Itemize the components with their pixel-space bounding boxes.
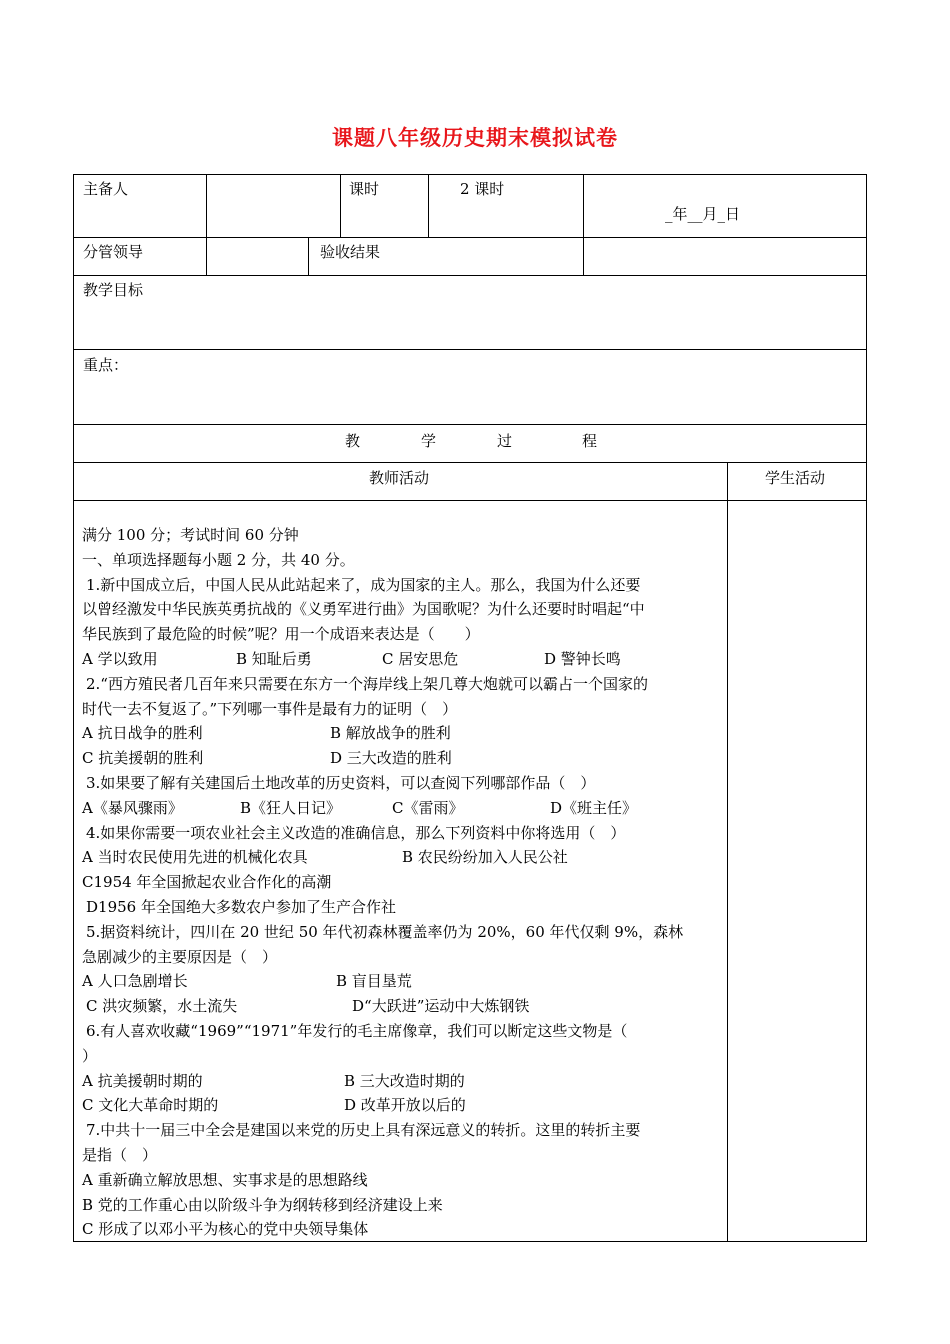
option: B 解放战争的胜利 <box>330 724 451 743</box>
option-row <box>82 969 727 994</box>
option-row <box>82 895 727 920</box>
option: B 党的工作重心由以阶级斗争为纲转移到经济建设上来 <box>82 1195 443 1214</box>
process-char: 程 <box>582 432 598 450</box>
option: A 人口急剧增长 <box>82 972 188 991</box>
option-row <box>82 1069 727 1094</box>
option-row <box>82 796 727 821</box>
table-rule <box>206 174 207 275</box>
option: B 农民纷纷加入人民公社 <box>402 848 568 867</box>
question-stem-line: 时代一去不复返了。”下列哪一事件是最有力的证明（ ） <box>82 699 458 718</box>
option-row <box>82 845 727 870</box>
option: C 洪灾频繁，水土流失 <box>86 997 238 1016</box>
question-stem-line: 1.新中国成立后，中国人民从此站起来了，成为国家的主人。那么，我国为什么还要 <box>86 575 641 594</box>
question-stem-line: 4.如果你需要一项农业社会主义改造的准确信息，那么下列资料中你将选用（ ） <box>86 823 626 842</box>
option: D 警钟长鸣 <box>544 649 621 668</box>
option: C 形成了以邓小平为核心的党中央领导集体 <box>82 1220 369 1239</box>
supervisor-label: 分管领导 <box>83 243 144 261</box>
option-row <box>82 994 727 1019</box>
option: B 三大改造时期的 <box>344 1071 465 1090</box>
option: A 重新确立解放思想、实事求是的思想路线 <box>82 1170 368 1189</box>
lesson-plan-table <box>73 174 867 1242</box>
preparer-label: 主备人 <box>83 180 129 198</box>
option: A 抗美援朝时期的 <box>82 1071 203 1090</box>
section-heading: 一、单项选择题每小题 2 分，共 40 分。 <box>82 550 355 569</box>
table-rule <box>73 174 74 1242</box>
table-rule <box>428 174 429 237</box>
option: B《狂人日记》 <box>240 798 342 817</box>
process-char: 学 <box>421 432 437 450</box>
exam-content <box>82 523 727 1242</box>
table-rule <box>73 237 867 238</box>
option: D1956 年全国绝大多数农户参加了生产合作社 <box>86 897 396 916</box>
table-rule <box>727 462 728 1242</box>
table-rule <box>73 500 867 501</box>
key-points-label: 重点： <box>83 356 129 374</box>
question-stem-line: ） <box>82 1046 98 1065</box>
option: A 当时农民使用先进的机械化农具 <box>82 848 308 867</box>
table-rule <box>73 174 867 175</box>
option-row <box>82 746 727 771</box>
option-row <box>82 1168 727 1193</box>
question-stem-line: 是指（ ） <box>82 1145 158 1164</box>
option-row <box>82 870 727 895</box>
table-rule <box>73 275 867 276</box>
option: B 知耻后勇 <box>236 649 312 668</box>
option-row <box>82 721 727 746</box>
option: A 学以致用 <box>82 649 158 668</box>
lesson-hours-value: 2 课时 <box>460 180 505 198</box>
option: C《雷雨》 <box>392 798 464 817</box>
option-row <box>82 1093 727 1118</box>
option: D 三大改造的胜利 <box>330 749 452 768</box>
table-rule <box>73 462 867 463</box>
lesson-hours-label: 课时 <box>349 180 380 198</box>
option: D 改革开放以后的 <box>344 1096 466 1115</box>
question-stem-line: 华民族到了最危险的时候”呢？用一个成语来表达是（ ） <box>82 625 480 644</box>
question-stem-line: 2.“西方殖民者几百年来只需要在东方一个海岸线上架几尊大炮就可以霸占一个国家的 <box>86 674 648 693</box>
table-rule <box>73 424 867 425</box>
exam-info: 满分 100 分；考试时间 60 分钟 <box>82 526 299 544</box>
option: C 文化大革命时期的 <box>82 1096 219 1115</box>
table-rule <box>866 174 867 1242</box>
document-title: 课题八年级历史期末模拟试卷 <box>332 126 618 150</box>
option: A《暴风骤雨》 <box>82 798 183 817</box>
option: C1954 年全国掀起农业合作化的高潮 <box>82 873 332 892</box>
question-stem-line: 以曾经激发中华民族英勇抗战的《义勇军进行曲》为国歌呢？为什么还要时时唱起“中 <box>82 600 645 619</box>
table-rule <box>583 174 584 275</box>
option: C 抗美援朝的胜利 <box>82 749 204 768</box>
student-activity-label: 学生活动 <box>765 469 826 487</box>
table-rule <box>308 237 309 275</box>
question-stem-line: 6.有人喜欢收藏“1969”“1971”年发行的毛主席像章，我们可以断定这些文物是（ <box>86 1021 628 1040</box>
option: C 居安思危 <box>382 649 459 668</box>
date-field: _年__月_日 <box>665 205 741 223</box>
teacher-activity-label: 教师活动 <box>369 469 430 487</box>
question-stem-line: 急剧减少的主要原因是（ ） <box>82 947 278 966</box>
option-row <box>82 1217 727 1242</box>
question-stem-line: 7.中共十一届三中全会是建国以来党的历史上具有深远意义的转折。这里的转折主要 <box>86 1121 641 1140</box>
option-row <box>82 1193 727 1218</box>
option: D“大跃进”运动中大炼钢铁 <box>352 997 530 1016</box>
table-rule <box>73 349 867 350</box>
table-rule <box>340 174 341 237</box>
option-row <box>82 647 727 672</box>
option: D《班主任》 <box>550 798 638 817</box>
option: B 盲目垦荒 <box>336 972 412 991</box>
objectives-label: 教学目标 <box>83 281 144 299</box>
process-char: 过 <box>497 432 513 450</box>
question-stem-line: 5.据资料统计，四川在 20 世纪 50 年代初森林覆盖率仍为 20%，60 年代仅剩 9%，森林 <box>86 922 684 941</box>
process-char: 教 <box>345 432 361 450</box>
question-stem-line: 3.如果要了解有关建国后土地改革的历史资料，可以查阅下列哪部作品（ ） <box>86 773 596 792</box>
option: A 抗日战争的胜利 <box>82 724 203 743</box>
acceptance-label: 验收结果 <box>320 243 381 261</box>
